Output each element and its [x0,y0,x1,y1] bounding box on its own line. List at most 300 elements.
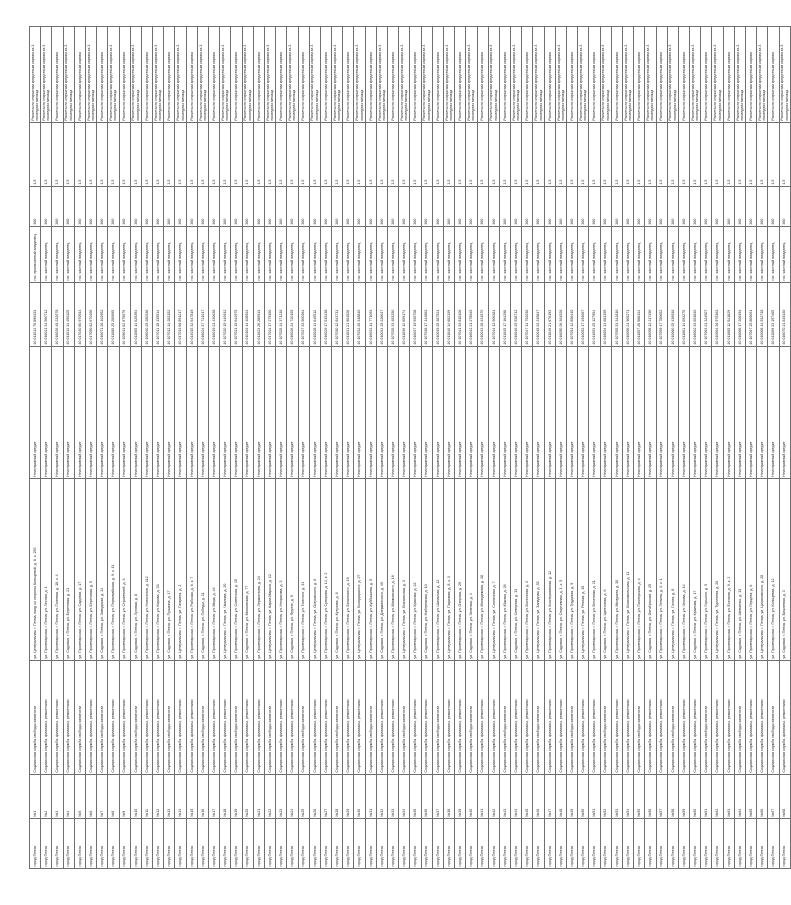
address-cell: ул. Пролетарская, г. Пенза, ул. Полевая, д. 18, к. 4 [52,479,63,661]
address-cell: ул. Пролетарская, г. Пенза, ул. Береговая, д. 5 [85,479,96,661]
category-cell: Неисправный кредит [52,347,63,479]
kind-cell: гос. частный владелец [634,227,645,283]
term-cell: 1,5 [634,123,645,187]
account-cell: 40 010048 33 215847 [533,283,544,347]
service-cell: Социальная служба, филиалы, ремонтники [757,661,768,775]
term-cell: 1,5 [231,123,242,187]
kind-cell: гос. частный владелец [41,227,52,283]
service-cell: Социальная служба, филиалы, ремонтники [108,661,119,775]
address-cell: ул. Пролетарская, г. Пенза, ул. Мичурина, д. 30 [611,479,622,661]
comment-cell: Расчеты по открытым кредитным картам за 3 последних месяца [533,27,544,123]
category-cell: Неисправный кредит [600,347,611,479]
category-cell: Неисправный кредит [365,347,376,479]
address-cell: ул. Центральная, г. Пенза, ул. Островского, д. 6 [309,479,320,661]
address-cell: ул. Пролетарская, г. Пенза, ул. Горького, д. 5 [701,479,712,661]
number-cell: №57 [656,775,667,819]
number-cell: №18 [220,775,231,819]
city-cell: город Пенза [611,819,622,869]
table-row [432,27,443,869]
table-row [690,27,701,869]
term-cell: 1,5 [488,123,499,187]
kind-cell: гос. частный владелец [74,227,85,283]
number-cell: №7 [97,775,108,819]
number-cell: №50 [578,775,589,819]
city-cell: город Пенза [365,819,376,869]
table-row [622,27,633,869]
number-cell: №17 [209,775,220,819]
kind-cell: гос. частный владелец [399,227,410,283]
city-cell: город Пенза [746,819,757,869]
table-row [511,27,522,869]
account-cell: 40 107012 14 282152 [164,283,175,347]
account-cell: 40 016062 33 651840 [690,283,701,347]
comment-cell: Расчеты по открытым кредитным картам за 3 последних месяца [511,27,522,123]
term-cell: 1,5 [779,123,790,187]
comment-cell: Расчеты по открытым кредитным картам [678,27,689,123]
amount-cell: 360 [309,187,320,227]
number-cell: №10 [130,775,141,819]
term-cell: 1,5 [511,123,522,187]
kind-cell: гос. частный владелец [320,227,331,283]
category-cell: Неисправный кредит [376,347,387,479]
term-cell: 1,5 [175,123,186,187]
comment-cell: Расчеты по открытым кредитным картам за 3 последних месяца [734,27,745,123]
table-row [443,27,454,869]
table-row [30,27,41,869]
address-cell: ул. Пролетарская, г. Пенза, ул. Герцена, д. 6 [746,479,757,661]
category-cell: Неисправный кредит [779,347,790,479]
term-cell: 1,5 [376,123,387,187]
term-cell: 1,5 [130,123,141,187]
service-cell: Социальная служба, филиалы, ремонтники [544,661,555,775]
category-cell: Неисправный кредит [567,347,578,479]
term-cell: 1,5 [52,123,63,187]
table-row [488,27,499,869]
number-cell: №14 [175,775,186,819]
kind-cell: гос. частный владелец [119,227,130,283]
kind-cell: гос. частный владелец [712,227,723,283]
term-cell: 1,5 [298,123,309,187]
table-row [667,27,678,869]
kind-cell: гос. частный владелец [443,227,454,283]
table-row [779,27,790,869]
amount-cell: 360 [421,187,432,227]
term-cell: 1,5 [768,123,779,187]
service-cell: Социальная служба свободы занятости [74,661,85,775]
comment-cell: Расчеты по открытым кредитным картам [119,27,130,123]
number-cell: №29 [343,775,354,819]
table-row [522,27,533,869]
amount-cell: 360 [723,187,734,227]
comment-cell: Расчеты по открытым кредитным картам за 3 последних месяца [690,27,701,123]
term-cell: 1,5 [41,123,52,187]
city-cell: город Пенза [309,819,320,869]
kind-cell: гос. частный владелец [701,227,712,283]
address-cell: ул. Пролетарская, г. Пенза, ул. Восточная, д. 2 [522,479,533,661]
service-cell: Социальная служба, филиалы, ремонтники [242,661,253,775]
amount-cell: 360 [85,187,96,227]
account-cell: 40 010034 25 226617 [376,283,387,347]
amount-cell: 360 [52,187,63,227]
account-cell: 40 010102 14 408924 [242,283,253,347]
category-cell: Неисправный кредит [320,347,331,479]
kind-cell: гос. частный владелец [63,227,74,283]
address-cell: ул. Садовая, г. Пенза, ул. Луговая, д. 8 [130,479,141,661]
table-row [466,27,477,869]
amount-cell: 360 [63,187,74,227]
kind-cell: гос. частный владелец [332,227,343,283]
number-cell: №15 [186,775,197,819]
account-cell: 40 107059 17 780652 [656,283,667,347]
table-row [197,27,208,869]
number-cell: №51 [589,775,600,819]
term-cell: 1,5 [309,123,320,187]
address-cell: ул. Центральная, г. Пенза, ул. Тургенева, д. 20 [712,479,723,661]
city-cell: город Пенза [63,819,74,869]
kind-cell: гос. частный владелец [757,227,768,283]
address-cell: ул. Садовая, г. Пенза, ул. Дзержинского, д. 40 [376,479,387,661]
table-row [746,27,757,869]
service-cell: Социальная служба свободы занятости [164,661,175,775]
city-cell: город Пенза [544,819,555,869]
comment-cell: Расчеты по открытым кредитным картам [320,27,331,123]
city-cell: город Пенза [253,819,264,869]
service-cell: Социальная служба, филиалы, ремонтники [376,661,387,775]
city-cell: город Пенза [410,819,421,869]
amount-cell: 360 [74,187,85,227]
service-cell: Социальная служба свободы занятости [734,661,745,775]
category-cell: Неисправный кредит [41,347,52,479]
category-cell: Неисправный кредит [175,347,186,479]
category-cell: Неисправный кредит [656,347,667,479]
table-row [108,27,119,869]
term-cell: 1,5 [276,123,287,187]
comment-cell: Расчеты по открытым кредитным картам [589,27,600,123]
service-cell: Социальная служба, филиалы, ремонтники [41,661,52,775]
address-cell: ул. Пролетарская, г. Пенза, ул. Толстого, д. 31 [298,479,309,661]
account-cell: 40 107030 12 843711 [332,283,343,347]
number-cell: №37 [432,775,443,819]
table-row [52,27,63,869]
table-row [567,27,578,869]
service-cell: Социальная служба, филиалы, ремонтники [287,661,298,775]
kind-cell: гос. частный владелец [209,227,220,283]
amount-cell: 360 [622,187,633,227]
address-cell: ул. Центральная, г. Пенза, ул. Парковая, д. 8, к. 3 [443,479,454,661]
category-cell: Неисправный кредит [499,347,510,479]
term-cell: 1,5 [421,123,432,187]
term-cell: 1,5 [220,123,231,187]
kind-cell: гос. частный владелец [589,227,600,283]
kind-cell: гос. частный владелец [253,227,264,283]
term-cell: 1,5 [242,123,253,187]
address-cell: ул. Пролетарская, г. Пенза, ул. Школьная, д. 12 [432,479,443,661]
address-cell: ул. Садовая, г. Пенза, ул. Пушкина, д. 17 [164,479,175,661]
city-cell: город Пенза [52,819,63,869]
kind-cell: гос. частный владелец [175,227,186,283]
amount-cell: 360 [264,187,275,227]
table-row [119,27,130,869]
category-cell: Неисправный кредит [622,347,633,479]
city-cell: город Пенза [388,819,399,869]
address-cell: ул. Пролетарская, г. Пенза, ул. Кооперативная, д. 12 [544,479,555,661]
amount-cell: 360 [298,187,309,227]
term-cell: 1,5 [264,123,275,187]
term-cell: 1,5 [97,123,108,187]
amount-cell: 360 [443,187,454,227]
term-cell: 1,5 [186,123,197,187]
kind-cell: гос. частный владелец [343,227,354,283]
service-cell: Социальная служба, филиалы, ремонтники [253,661,264,775]
city-cell: город Пенза [622,819,633,869]
category-cell: Неисправный кредит [287,347,298,479]
address-cell: ул. Пролетарская, г. Пенза, ул. Чехова, д. 14 [678,479,689,661]
category-cell: Неисправный кредит [667,347,678,479]
category-cell: Неисправный кредит [220,347,231,479]
number-cell: №2 [41,775,52,819]
city-cell: город Пенза [209,819,220,869]
city-cell: город Пенза [701,819,712,869]
account-cell: 40 107067 25 869051 [746,283,757,347]
table-row [645,27,656,869]
address-cell: ул. Пролетарская, г. Пенза, ул. Суворова, д. 14, к. 2 [320,479,331,661]
table-row [533,27,544,869]
number-cell: №27 [320,775,331,819]
service-cell: Социальная служба, филиалы, ремонтники [622,661,633,775]
service-cell: Социальная служба, филиалы, ремонтники [85,661,96,775]
table-row [421,27,432,869]
account-cell: 40 107038 17 142863 [421,283,432,347]
amount-cell: 360 [41,187,52,227]
comment-cell: Расчеты по открытым кредитным картам [410,27,421,123]
term-cell: 1,5 [399,123,410,187]
city-cell: город Пенза [242,819,253,869]
amount-cell: 360 [97,187,108,227]
account-cell: 40 010056 21 905271 [622,283,633,347]
amount-cell: 360 [119,187,130,227]
category-cell: Неисправный кредит [399,347,410,479]
number-cell: №6 [85,775,96,819]
category-cell: Неисправный кредит [511,347,522,479]
comment-cell: Расчеты по открытым кредитным картам [388,27,399,123]
number-cell: №35 [410,775,421,819]
term-cell: 1,5 [466,123,477,187]
city-cell: город Пенза [153,819,164,869]
comment-cell: Расчеты по открытым кредитным картам за 3 последних месяца [242,27,253,123]
city-cell: город Пенза [645,819,656,869]
comment-cell: Расчеты по открытым кредитным картам за 3 последних месяца [220,27,231,123]
number-cell: №1 [30,775,41,819]
amount-cell: 360 [544,187,555,227]
number-cell: №63 [723,775,734,819]
comment-cell: Расчеты по открытым кредитным картам за 3 последних месяца [399,27,410,123]
city-cell: город Пенза [30,819,41,869]
service-cell: Социальная служба, филиалы, ремonтники [320,661,331,775]
kind-cell: гос. частный владелец [455,227,466,283]
account-cell: 40 010039 25 387521 [432,283,443,347]
kind-cell: гос. частный владелец [645,227,656,283]
address-cell: ул. Пролетарская, г. Пенза, ул. Советская, д. 15 [231,479,242,661]
number-cell: №8 [108,775,119,819]
city-cell: город Пенза [108,819,119,869]
number-cell: №5 [74,775,85,819]
city-cell: город Пенза [141,819,152,869]
category-cell: Неисправный кредит [332,347,343,479]
category-cell: Неисправный кредит [757,347,768,479]
table-row [97,27,108,869]
city-cell: город Пенза [197,819,208,869]
address-cell: ул. Центральная, г. Пенза, ул. Речная, д. 15 [578,479,589,661]
table-row [231,27,242,869]
kind-cell: гос. частный владелец [667,227,678,283]
account-cell: 40 016070 21 845130 [779,283,790,347]
term-cell: 1,5 [533,123,544,187]
table-row [264,27,275,869]
city-cell: город Пенза [264,819,275,869]
comment-cell: Расчеты по открытым кредитным картам [141,27,152,123]
number-cell: №26 [309,775,320,819]
address-cell: ул. Садовая, г. Пенза, ул. Победы, д. 11 [197,479,208,661]
service-cell: Социальная служба, филиалы, ремонтники [153,661,164,775]
number-cell: №38 [443,775,454,819]
city-cell: город Пенза [466,819,477,869]
kind-cell: гос. частный владелец [365,227,376,283]
number-cell: №12 [153,775,164,819]
comment-cell: Расчеты по открытым кредитным картам [209,27,220,123]
address-cell: ул. Садовая, г. Пенза, ул. Кутузова, д. 8 [332,479,343,661]
account-cell: 40 011014 76 890333 [30,283,41,347]
number-cell: №49 [567,775,578,819]
term-cell: 1,5 [757,123,768,187]
term-cell: 1,5 [544,123,555,187]
account-cell: 40 107027 33 900364 [298,283,309,347]
address-cell: ул. Центральная, г. Пенза, ул. Солнечная, д. 7 [488,479,499,661]
amount-cell: 360 [477,187,488,227]
comment-cell: Расчеты по открытым кредитным картам за 3 последних месяца [779,27,790,123]
service-cell: Социальная служба, филиалы, ремонтники [52,661,63,775]
city-cell: город Пенза [779,819,790,869]
account-cell: 40 107051 12 856410 [567,283,578,347]
city-cell: город Пенза [164,819,175,869]
account-cell: 40 011069 33 197465 [768,283,779,347]
comment-cell: Расчеты по открытым кредитным картам за 3 последних месяца [30,27,41,123]
category-cell: Неисправный кредит [477,347,488,479]
amount-cell: 360 [197,187,208,227]
category-cell: Неисправный кредит [432,347,443,479]
amount-cell: 360 [141,187,152,227]
table-row [186,27,197,869]
account-cell: 40 017050 82 670456 [85,283,96,347]
kind-cell: гос. частный владелец [477,227,488,283]
account-cell: 40 016050 26 304528 [555,283,566,347]
number-cell: №40 [466,775,477,819]
comment-cell: Расчеты по открытым кредитным картам за 3 последних месяца [332,27,343,123]
table-row [153,27,164,869]
kind-cell: гос. частный владелец [779,227,790,283]
address-cell: ул. Центральная, г. Пенза, ул. Западная, д. 35 [533,479,544,661]
address-cell: ул. Пролетарская, г. Пенза, ул. Красная, д. 22 [410,479,421,661]
table-row [209,27,220,869]
category-cell: Неисправный кредит [746,347,757,479]
service-cell: Социальная служба свободы занятости [264,661,275,775]
comment-cell: Расчеты по открытым кредитным картам за 3 последних месяца [488,27,499,123]
term-cell: 1,5 [567,123,578,187]
address-cell: ул. Садовая, г. Пенза, ул. Октябрьская, д. 25 [645,479,656,661]
account-cell: 40 010068 14 532718 [757,283,768,347]
account-cell: 40 010064 26 978163 [712,283,723,347]
address-cell: ул. Садовая, г. Пенза, ул. Северная, д. 13 [511,479,522,661]
kind-cell: гос. частный владелец [432,227,443,283]
table-row [634,27,645,869]
service-cell: Социальная служба, филиалы, ремонтники [220,661,231,775]
category-cell: Неисправный кредит [197,347,208,479]
category-cell: Неисправный кредит [153,347,164,479]
account-cell: 40 011065 12 541829 [723,283,734,347]
table-row [388,27,399,869]
city-cell: город Пенза [298,819,309,869]
table-row [309,27,320,869]
address-cell: ул. Пролетарская, г. Пенза, ул. Весенняя, д. 21 [589,479,600,661]
city-cell: город Пенза [332,819,343,869]
city-cell: город Пенза [477,819,488,869]
kind-cell: гос. частный владелец [164,227,175,283]
account-cell: 40 016071 26 102952 [97,283,108,347]
kind-cell: гос. частный владелец [153,227,164,283]
category-cell: Неисправный кредит [63,347,74,479]
term-cell: 1,5 [197,123,208,187]
kind-cell: гос. частный владелец [656,227,667,283]
term-cell: 1,5 [30,123,41,187]
table-row [85,27,96,869]
account-cell: 40 011053 25 127954 [589,283,600,347]
kind-cell: гос. частный владелец [622,227,633,283]
term-cell: 1,5 [455,123,466,187]
service-cell: Социальная служба, филиалы, ремонтники [589,661,600,775]
table-row [287,27,298,869]
amount-cell: 360 [399,187,410,227]
category-cell: Неисправный кредит [343,347,354,479]
comment-cell: Расчеты по открытым кредитным картам [567,27,578,123]
comment-cell: Расчеты по открытым кредитным картам [432,27,443,123]
address-cell: ул. Пролетарская, г. Пенза, ул. Маяковского, д. 16 [388,479,399,661]
service-cell: Социальная служба, филиалы, ремонтники [209,661,220,775]
address-cell: ул. Пролетарская, г. Пенза, ул. Рабочая, д. 6, к. 7 [186,479,197,661]
address-cell: ул. Пролетарская, г. Пенза, ул. Строителей, д. 3 [119,479,130,661]
amount-cell: 360 [130,187,141,227]
table-row [343,27,354,869]
kind-cell: гос. частный владелец [231,227,242,283]
term-cell: 1,5 [690,123,701,187]
number-cell: №66 [757,775,768,819]
kind-cell: гос. частный владелец [85,227,96,283]
comment-cell: Расчеты по открытым кредитным картам [723,27,734,123]
account-cell: 40 107032 26 318840 [354,283,365,347]
term-cell: 1,5 [141,123,152,187]
city-cell: город Пенза [600,819,611,869]
service-cell: Социальная служба, филиалы, ремонтники [477,661,488,775]
table-row [544,27,555,869]
table-body [30,27,791,869]
term-cell: 1,5 [746,123,757,187]
comment-cell: Расчеты по открытым кредитным картам [656,27,667,123]
address-cell: ул. Пролетарская, г. Пенза, ул. Пионерская, д. 4 [634,479,645,661]
kind-cell: гос. частный владелец [141,227,152,283]
amount-cell: 360 [645,187,656,227]
account-cell: 40 106030 25 280336 [141,283,152,347]
amount-cell: 360 [701,187,712,227]
amount-cell: 360 [332,187,343,227]
number-cell: №42 [488,775,499,819]
